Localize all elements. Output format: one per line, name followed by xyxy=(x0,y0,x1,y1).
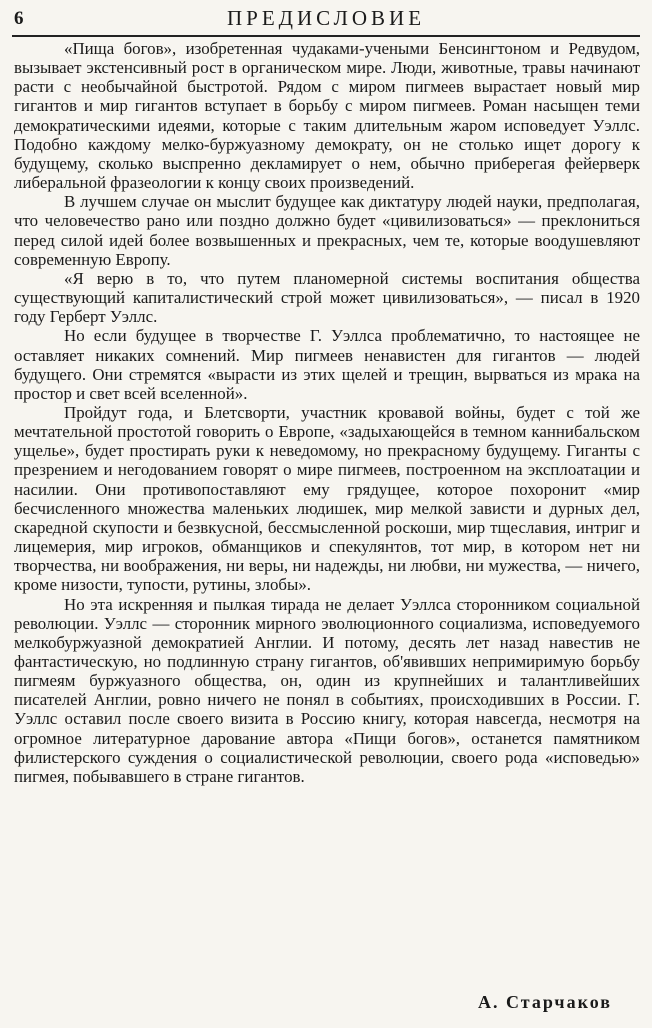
paragraph-1: «Пища богов», изобретенная чудаками-учеными Бенсингтоном и Редвудом, вызывает экстенсивный рост в органическом мире. Люди, животные, травы начинают расти с необычайной быстротой. Рядом с миром пигмеев вырастает новый мир гигантов и мир гигантов вступает в борьбу с миром пигмеев. Роман насыщен теми демократическими идеями, которые с таким длительным жаром исповедует Уэллс. Подобно каждому мелко-буржуазному демократу, он не столько ищет дорогу к будущему, сколько выспренно декламирует о нем, обычно приберегая фейерверк либеральной фразеологии к концу своих произведений. xyxy=(14,39,640,193)
page-header xyxy=(0,6,652,32)
running-title: ПРЕДИСЛОВИЕ xyxy=(226,6,426,30)
author-signature: А. Старчаков xyxy=(478,992,612,1012)
preface-body xyxy=(14,39,640,786)
paragraph-2: В лучшем случае он мыслит будущее как диктатуру людей науки, предполагая, что человечество рано или поздно должно будет «цивилизоваться» — преклониться перед силой идей более возвышенных и прекрасных, чем те, которые воодушевляют современную Европу. xyxy=(14,192,640,269)
paragraph-4: Но если будущее в творчестве Г. Уэллса проблематично, то настоящее не оставляет никаких сомнений. Мир пигмеев ненавистен для гигантов — людей будущего. Они стремятся «вырасти из этих щелей и трещин, вырваться из мрака на простор и свет всей вселенной». xyxy=(14,326,640,403)
header-rule xyxy=(12,35,640,37)
paragraph-6: Но эта искренняя и пылкая тирада не делает Уэллса сторонником социальной революции. Уэллс — сторонник мирного эволюционного социализма, исповедуемого мелкобуржуазной демократией Англии. И потому, десять лет назад навестив не фантастическую, но подлинную страну гигантов, об'явивших непримиримую борьбу пигмеям буржуазного общества, он, один из крупнейших и талантливейших писателей Англии, ровно ничего не понял в событиях, происходивших в России. Г. Уэллс оставил после своего визита в Россию книгу, которая навсегда, несмотря на огромное литературное дарование автора «Пищи богов», останется памятником филистерского суждения о социалистической революции, своего рода «исповедью» пигмея, побывавшего в стране гигантов. xyxy=(14,594,640,786)
paragraph-3: «Я верю в то, что путем планомерной системы воспитания общества существующий капиталистический строй может цивилизоваться», — писал в 1920 году Герберт Уэллс. xyxy=(14,268,640,327)
paragraph-5: Пройдут года, и Блетсворти, участник кровавой войны, будет с той же мечтательной простотой говорить о Европе, «задыхающейся в темном каннибальском ущелье», будет простирать руки к неведомому, но прекрасному будущему. Гиганты с презрением и негодованием говорят о мире пигмеев, построенном на эксплоатации и насилии. Они противопоставляют ему грядущее, которое похоронит «мир бесчисленного множества маленьких людишек, мир мелкой зависти и дурных дел, скаредной скупости и безвкусной, бессмысленной роскоши, мир тщеславия, интриг и лицемерия, мир игроков, обманщиков и спекулянтов, тот мир, в котором нет ни творчества, ни воображения, ни веры, ни надежды, ни любви, ни мужества, — ничего, кроме низости, тупости, рутины, злобы». xyxy=(14,402,640,595)
page-number: 6 xyxy=(14,8,24,29)
